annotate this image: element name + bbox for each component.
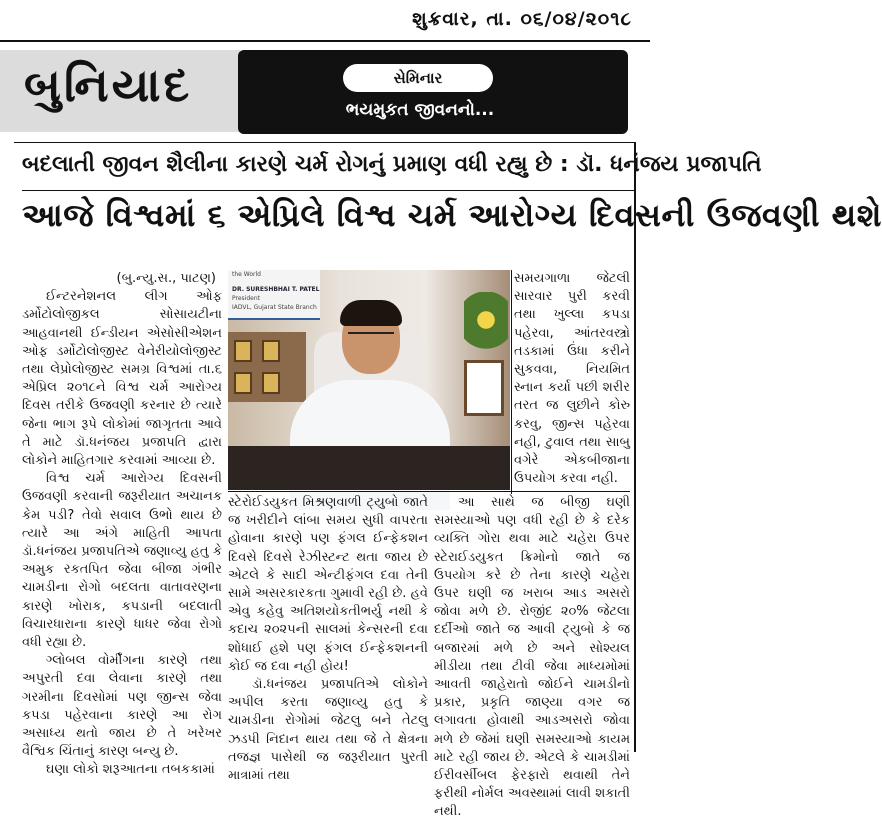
dateline: શુક્રવાર, તા. ૦૬/૦૪/૨૦૧૮ [412,8,632,30]
photo-plaque [228,270,320,320]
photo-divider [228,491,630,492]
article-kicker-headline: બદલાતી જીવન શૈલીના કારણે ચર્મ રોગનું પ્રમાણ વધી રહ્યુ છે : ડૉ. ધનંજય પ્રજાપતિ [22,152,762,177]
plaque-line: the World [232,271,261,278]
paragraph: ડૉ.ધનંજય પ્રજાપતિએ લોકોને અપીલ કરતા જણાવ્યુ હતુ કે ચામડીના રોગોમાં જેટલુ બને તેટલુ ઝડપી નિદાન થાય તથા જે તે ક્ષેત્રના તજજ્ઞ પાસેથી જ જરૂરીયાત પુરતી માત્રામાં તથા [228,677,428,784]
plaque-org: IADVL, Gujarat State Branch [232,304,317,311]
paragraph: ઈન્ટરનેશનલ લીગ ઓફ ડર્મોટોલોજીકલ સોસાયટીના આહવાનથી ઈન્ડીયન એસોસીએશન ઓફ ડર્મોટોલોજીસ્ટ વેનેરીયોલોજીસ્ટ તથા લેપ્રોલોજીસ્ટ સમગ્ર વિશ્વમાં તા.૬ એપ્રિલ ૨૦૧૮ને વિશ્વ ચર્મ આરોગ્ય દિવસ તરીકે ઉજવણી કરનાર છે ત્યારે જેના ભાગ રૂપે લોકોમાં જાગૃતતા આવે તે માટે ડૉ.ધનંજય પ્રજાપતિ દ્વારા લોકોને માહિતગાર કરવામાં આવ્યા છે. [22,289,222,469]
seminar-banner [238,50,628,134]
byline: (બુ.ન્યુ.સ., પાટણ) [116,271,216,286]
headline-divider [22,190,634,191]
divider [14,142,636,143]
section-title: બુનિયાદ [24,58,193,112]
flower-plant [464,292,508,362]
adjacent-column-edge [0,150,12,750]
column-divider [511,270,512,494]
person-glasses [348,332,394,338]
office-desk [228,446,510,490]
plaque-name: DR. SURESHBHAI T. PATEL [232,286,320,293]
paragraph: ગ્લોબલ વોર્મીંગના કારણે તથા અપુરતી દવા લેવાના કારણે તથા ગરમીના દિવસોમાં પણ જીન્સ જેવા કપડા પહેરવાના કારણે આ રોગ અસાધ્ય થતો જાય છે તે ખરેખર વૈશ્વિક ચિંતાનું કારણ બન્યુ છે. [22,653,222,760]
seminar-subtitle: ભયમુકત જીવનનો... [345,100,495,120]
seminar-label: સેમિનાર [343,64,493,92]
top-rule [0,40,650,42]
person-hair [340,300,402,326]
article-column-1 [22,270,222,780]
article-photo [228,270,510,490]
trophy-shelf [228,332,306,402]
article-column-2 [228,494,428,785]
article-main-headline: આજે વિશ્વમાં ૬ એપ્રિલે વિશ્વ ચર્મ આરોગ્ય દિવસની ઉજવણી થશે [22,196,882,234]
paragraph: વિશ્વ ચર્મ આરોગ્ય દિવસની ઉજવણી કરવાની જરૂરીયાત અચાનક કેમ પડી? તેવો સવાલ ઉભો થાય છે ત્યારે આ અંગે માહિતી આપતા ડૉ.ધનંજય પ્રજાપતિએ જણાવ્યુ હતુ કે અમુક રકતપિત જેવા બીજા ગંભીર ચામડીના રોગો બદલતા વાતાવરણના કારણે ખોરાક, કપડાની બદલાતી વિચારધારાના કારણે ધાધર જેવા રોગો વધી રહ્યા છે. [22,471,222,651]
article-column-3 [434,494,630,822]
paragraph: સ્ટેરોઈડયુકત મિશ્રણવાળી ટ્યુબો જાતે જ ખરીદીને લાંબા સમય સુધી વાપરતા હોવાના કારણે પણ ફંગલ ઈન્ફેકશન દિવસે દિવસે રેઝીસ્ટન્ટ થતા જાય છે એટલે કે સાદી એન્ટીફંગલ દવા તેની સામે અસરકારકતા ગુમાવી રહી છે. હવે એવુ કહેવુ અતિશયોકતીભર્યુ નથી કે કદાચ ૨૦૨૫ની સાલમાં કેન્સરની દવા શોધાઈ હશે પણ ફંગલ ઈન્ફેકશનની કોઈ જ દવા નહી હોય! [228,495,428,674]
paragraph: સમયગાળા જેટલી સારવાર પુરી કરવી તથા ખુલ્લા કપડા પહેરવા, આંતરવસ્ત્રો તડકામાં ઉંધા કરીને સુકવવા, નિયમિત સ્નાન કર્યા પછી શરીર તરત જ લુછીને કોરુ કરવુ, જીન્સ પહેરવા નહી, ટુવાલ તથા સાબુ વગેરે એકબીજાના ઉપયોગ કરવા નહી. [514,271,630,487]
plaque-role: President [232,295,260,302]
picture-frame [464,360,504,416]
paragraph: ઘણા લોકો શરૂઆતના તબકકામાં [46,762,215,778]
article-column-right [514,270,630,488]
paragraph: આ સાથે જ બીજી ઘણી સમસ્યાઓ પણ વધી રહી છે કે દરેક વ્યક્તિ ગોરા થવા માટે ચહેરા ઉપર સ્ટેરાઈડયુકત ક્રિમોનો જાતે જ ઉપયોગ કરે છે તેના કારણે ચહેરા ઉપર ઘણી જ ખરાબ આડ અસરો જોવા મળે છે. રોજીંદ ૨૦% જેટલા દર્દીઓ જાતે જ આવી ટ્યુબો કે જ બજારમાં મળે છે અને સોશ્યલ મીડીયા તથા ટીવી જેવા માધ્યમોમાં આવતી જાહેરાતો જોઈને ચામડીનો પ્રકાર, પ્રકૃતિ જાણ્યા વગર જ લગાવતા હોવાથી આડઅસરો જોવા મળે છે જેમાં ઘણી સમસ્યાઓ કાયમ માટે રહી જાય છે. એટલે કે ચામડીમાં ઈરીવર્સીબલ ફેરફારો થવાથી તેને ફરીથી નોર્મલ અવસ્થામાં લાવી શકાતી નથી. [434,495,630,820]
